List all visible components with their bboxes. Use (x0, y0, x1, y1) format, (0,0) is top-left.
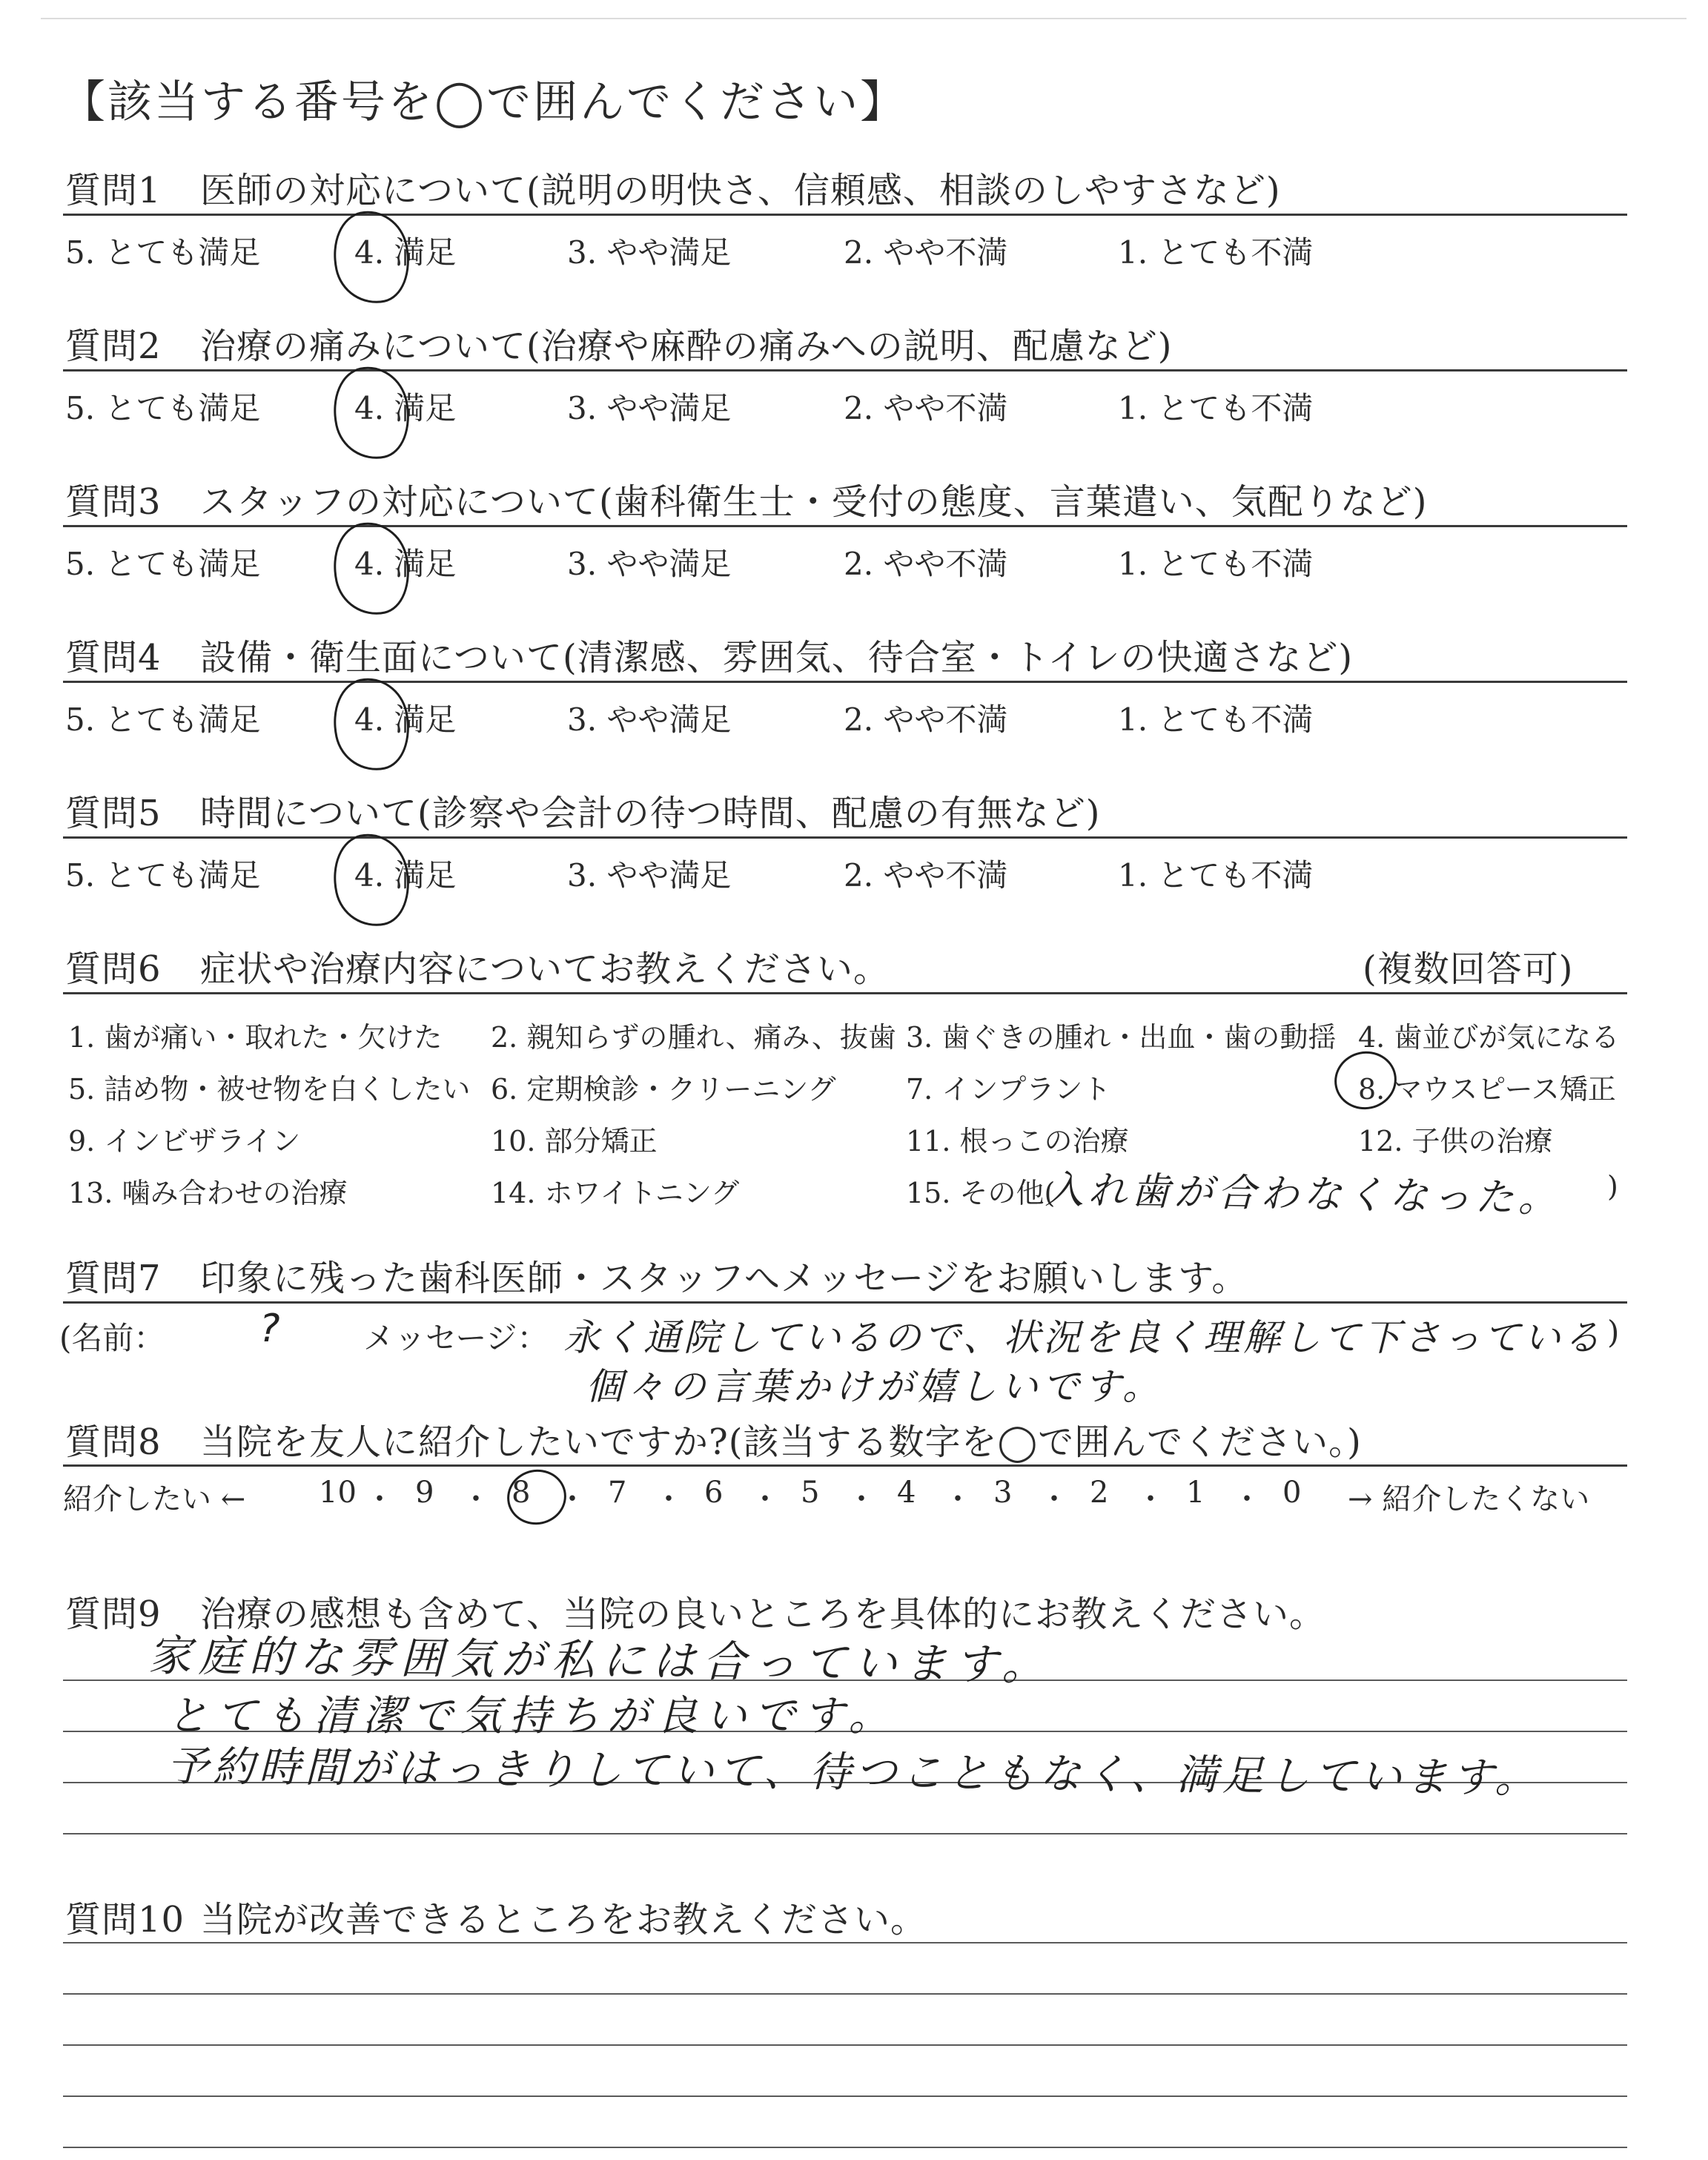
q5-label: 質問5 (65, 793, 162, 834)
q4-option-5[interactable]: 5. とても満足 (65, 701, 261, 738)
q6-note: (複数回答可) (1363, 948, 1574, 990)
q6-other-answer[interactable]: 入れ歯が合わなくなった。 (1045, 1167, 1562, 1222)
q8-separator: ・ (943, 1482, 973, 1516)
q8-separator: ・ (1232, 1482, 1262, 1516)
q6-option-1[interactable]: 1. 歯が痛い・取れた・欠けた (68, 1021, 443, 1054)
q4-text: 設備・衛生面について(清潔感、雰囲気、待合室・トイレの快適さなど) (200, 637, 1354, 678)
q9-answer-line-2[interactable]: とても清潔で気持ちが良いです。 (167, 1692, 898, 1740)
q8-separator: ・ (557, 1482, 587, 1516)
q3-option-4[interactable]: 4. 満足 (354, 546, 457, 582)
q10-line-2[interactable] (63, 1993, 1627, 1995)
q4-option-3[interactable]: 3. やや満足 (567, 701, 732, 738)
q7-name-value[interactable]: ? (259, 1307, 285, 1351)
q6-option-2[interactable]: 2. 親知らずの腫れ、痛み、抜歯 (491, 1021, 896, 1054)
q8-scale-6[interactable]: 6 (704, 1476, 724, 1510)
q8-separator: ・ (654, 1482, 683, 1516)
q8-separator: ・ (461, 1482, 491, 1516)
q7-message-close: ) (1607, 1314, 1620, 1350)
q7-rule (63, 1301, 1627, 1304)
q6-option-4[interactable]: 4. 歯並びが気になる (1358, 1021, 1620, 1054)
q1-option-1[interactable]: 1. とても不満 (1118, 234, 1314, 271)
q9-line-4 (63, 1833, 1627, 1834)
q3-option-1[interactable]: 1. とても不満 (1118, 546, 1314, 582)
q8-separator: ・ (750, 1482, 780, 1516)
q8-scale-0[interactable]: 0 (1282, 1476, 1302, 1510)
q8-rule (63, 1464, 1627, 1467)
q8-scale-8[interactable]: 8 (512, 1476, 531, 1510)
q4-option-1[interactable]: 1. とても不満 (1118, 701, 1314, 738)
q7-text: 印象に残った歯科医師・スタッフへメッセージをお願いします。 (200, 1258, 1248, 1299)
q7-name-label: (名前： (59, 1320, 165, 1356)
q2-text: 治療の痛みについて(治療や麻酔の痛みへの説明、配慮など) (200, 326, 1173, 367)
q7-message-line1[interactable]: 永く通院しているので、状況を良く理解して下さっている (563, 1316, 1603, 1359)
q8-scale-3[interactable]: 3 (993, 1476, 1013, 1510)
q8-separator: ・ (365, 1482, 394, 1516)
q8-scale-10[interactable]: 10 (319, 1476, 357, 1510)
top-border (41, 18, 1687, 19)
q5-option-1[interactable]: 1. とても不満 (1118, 857, 1314, 894)
q1-option-4[interactable]: 4. 満足 (354, 234, 457, 271)
q4-label: 質問4 (65, 637, 162, 678)
q5-rule (63, 836, 1627, 839)
q4-option-4[interactable]: 4. 満足 (354, 701, 457, 738)
q7-label: 質問7 (65, 1258, 162, 1299)
q6-option-11[interactable]: 11. 根っこの治療 (906, 1125, 1129, 1157)
q1-option-5[interactable]: 5. とても満足 (65, 234, 261, 271)
q8-separator: ・ (847, 1482, 876, 1516)
q2-option-4[interactable]: 4. 満足 (354, 390, 457, 426)
q8-scale-1[interactable]: 1 (1186, 1476, 1205, 1510)
q4-option-2[interactable]: 2. やや不満 (844, 701, 1008, 738)
q6-option-15[interactable]: 15. その他( (906, 1177, 1056, 1209)
q6-option-8[interactable]: 8. マウスピース矯正 (1358, 1073, 1616, 1106)
q5-option-2[interactable]: 2. やや不満 (844, 857, 1008, 894)
q2-rule (63, 369, 1627, 371)
q3-option-3[interactable]: 3. やや満足 (567, 546, 732, 582)
q3-selection-circle (325, 515, 418, 622)
q5-option-5[interactable]: 5. とても満足 (65, 857, 261, 894)
q6-text: 症状や治療内容についてお教えください。 (200, 948, 890, 990)
q9-answer-line-3[interactable]: 予約時間がはっきりしていて、待つこともなく、満足しています。 (166, 1742, 1541, 1803)
q10-line-5[interactable] (63, 2147, 1627, 2148)
q8-scale-5[interactable]: 5 (801, 1476, 820, 1510)
q10-line-3[interactable] (63, 2044, 1627, 2046)
q9-answer-line-1[interactable]: 家庭的な雰囲気が私には合っています。 (148, 1630, 1053, 1691)
q8-selection-circle (502, 1464, 572, 1530)
q4-selection-circle (325, 671, 418, 778)
q5-option-4[interactable]: 4. 満足 (354, 857, 457, 894)
q5-selection-circle (325, 827, 418, 934)
q3-option-2[interactable]: 2. やや不満 (844, 546, 1008, 582)
q6-option-3[interactable]: 3. 歯ぐきの腫れ・出血・歯の動揺 (906, 1021, 1337, 1054)
q3-rule (63, 525, 1627, 527)
q8-label: 質問8 (65, 1421, 162, 1463)
q4-rule (63, 681, 1627, 683)
q3-text: スタッフの対応について(歯科衛生士・受付の態度、言葉遣い、気配りなど) (200, 481, 1428, 523)
q1-text: 医師の対応について(説明の明快さ、信頼感、相談のしやすさなど) (200, 170, 1281, 211)
q2-option-1[interactable]: 1. とても不満 (1118, 390, 1314, 426)
q6-other-close: ) (1607, 1170, 1618, 1203)
q2-selection-circle (325, 360, 418, 466)
form-heading: 【該当する番号を◯で囲んでください】 (61, 76, 907, 128)
q10-line-1[interactable] (63, 1942, 1627, 1943)
q1-option-2[interactable]: 2. やや不満 (844, 234, 1008, 271)
q9-text: 治療の感想も含めて、当院の良いところを具体的にお教えください。 (200, 1593, 1326, 1635)
q6-option-10[interactable]: 10. 部分矯正 (491, 1125, 658, 1157)
q6-rule (63, 992, 1627, 994)
q6-option-14[interactable]: 14. ホワイトニング (491, 1177, 740, 1209)
q6-option-13[interactable]: 13. 噛み合わせの治療 (68, 1177, 348, 1209)
q8-scale-9[interactable]: 9 (415, 1476, 434, 1510)
q3-label: 質問3 (65, 481, 162, 523)
q2-option-3[interactable]: 3. やや満足 (567, 390, 732, 426)
q8-separator: ・ (1039, 1482, 1069, 1516)
q6-option-7[interactable]: 7. インプラント (906, 1073, 1111, 1106)
q2-label: 質問2 (65, 326, 162, 367)
q6-option-9[interactable]: 9. インビザライン (68, 1125, 301, 1157)
q1-rule (63, 214, 1627, 216)
q6-label: 質問6 (65, 948, 162, 990)
q8-text: 当院を友人に紹介したいですか?(該当する数字を◯で囲んでください。) (200, 1421, 1362, 1463)
q5-text: 時間について(診察や会計の待つ時間、配慮の有無など) (200, 793, 1101, 834)
q1-option-3[interactable]: 3. やや満足 (567, 234, 732, 271)
q8-scale-2[interactable]: 2 (1090, 1476, 1109, 1510)
q6-option-12[interactable]: 12. 子供の治療 (1358, 1125, 1553, 1157)
q1-label: 質問1 (65, 170, 162, 211)
q8-scale-4[interactable]: 4 (897, 1476, 916, 1510)
q6-option-6[interactable]: 6. 定期検診・クリーニング (491, 1073, 836, 1106)
q8-separator: ・ (1136, 1482, 1165, 1516)
q8-right-label: → 紹介したくない (1348, 1482, 1590, 1516)
q10-text: 当院が改善できるところをお教えください。 (200, 1899, 927, 1941)
q6-option-5[interactable]: 5. 詰め物・被せ物を白くしたい (68, 1073, 471, 1106)
q7-message-label: メッセージ： (363, 1320, 549, 1356)
q1-selection-circle (325, 204, 418, 311)
q10-line-4[interactable] (63, 2095, 1627, 2097)
q3-option-5[interactable]: 5. とても満足 (65, 546, 261, 582)
q9-label: 質問9 (65, 1593, 162, 1635)
q8-scale-7[interactable]: 7 (608, 1476, 627, 1510)
q7-message-line2[interactable]: 個々の言葉かけが嬉しいです。 (586, 1365, 1164, 1408)
q8-left-label: 紹介したい ← (63, 1482, 246, 1516)
q10-label: 質問10 (65, 1899, 185, 1941)
q2-option-5[interactable]: 5. とても満足 (65, 390, 261, 426)
q2-option-2[interactable]: 2. やや不満 (844, 390, 1008, 426)
q5-option-3[interactable]: 3. やや満足 (567, 857, 732, 894)
